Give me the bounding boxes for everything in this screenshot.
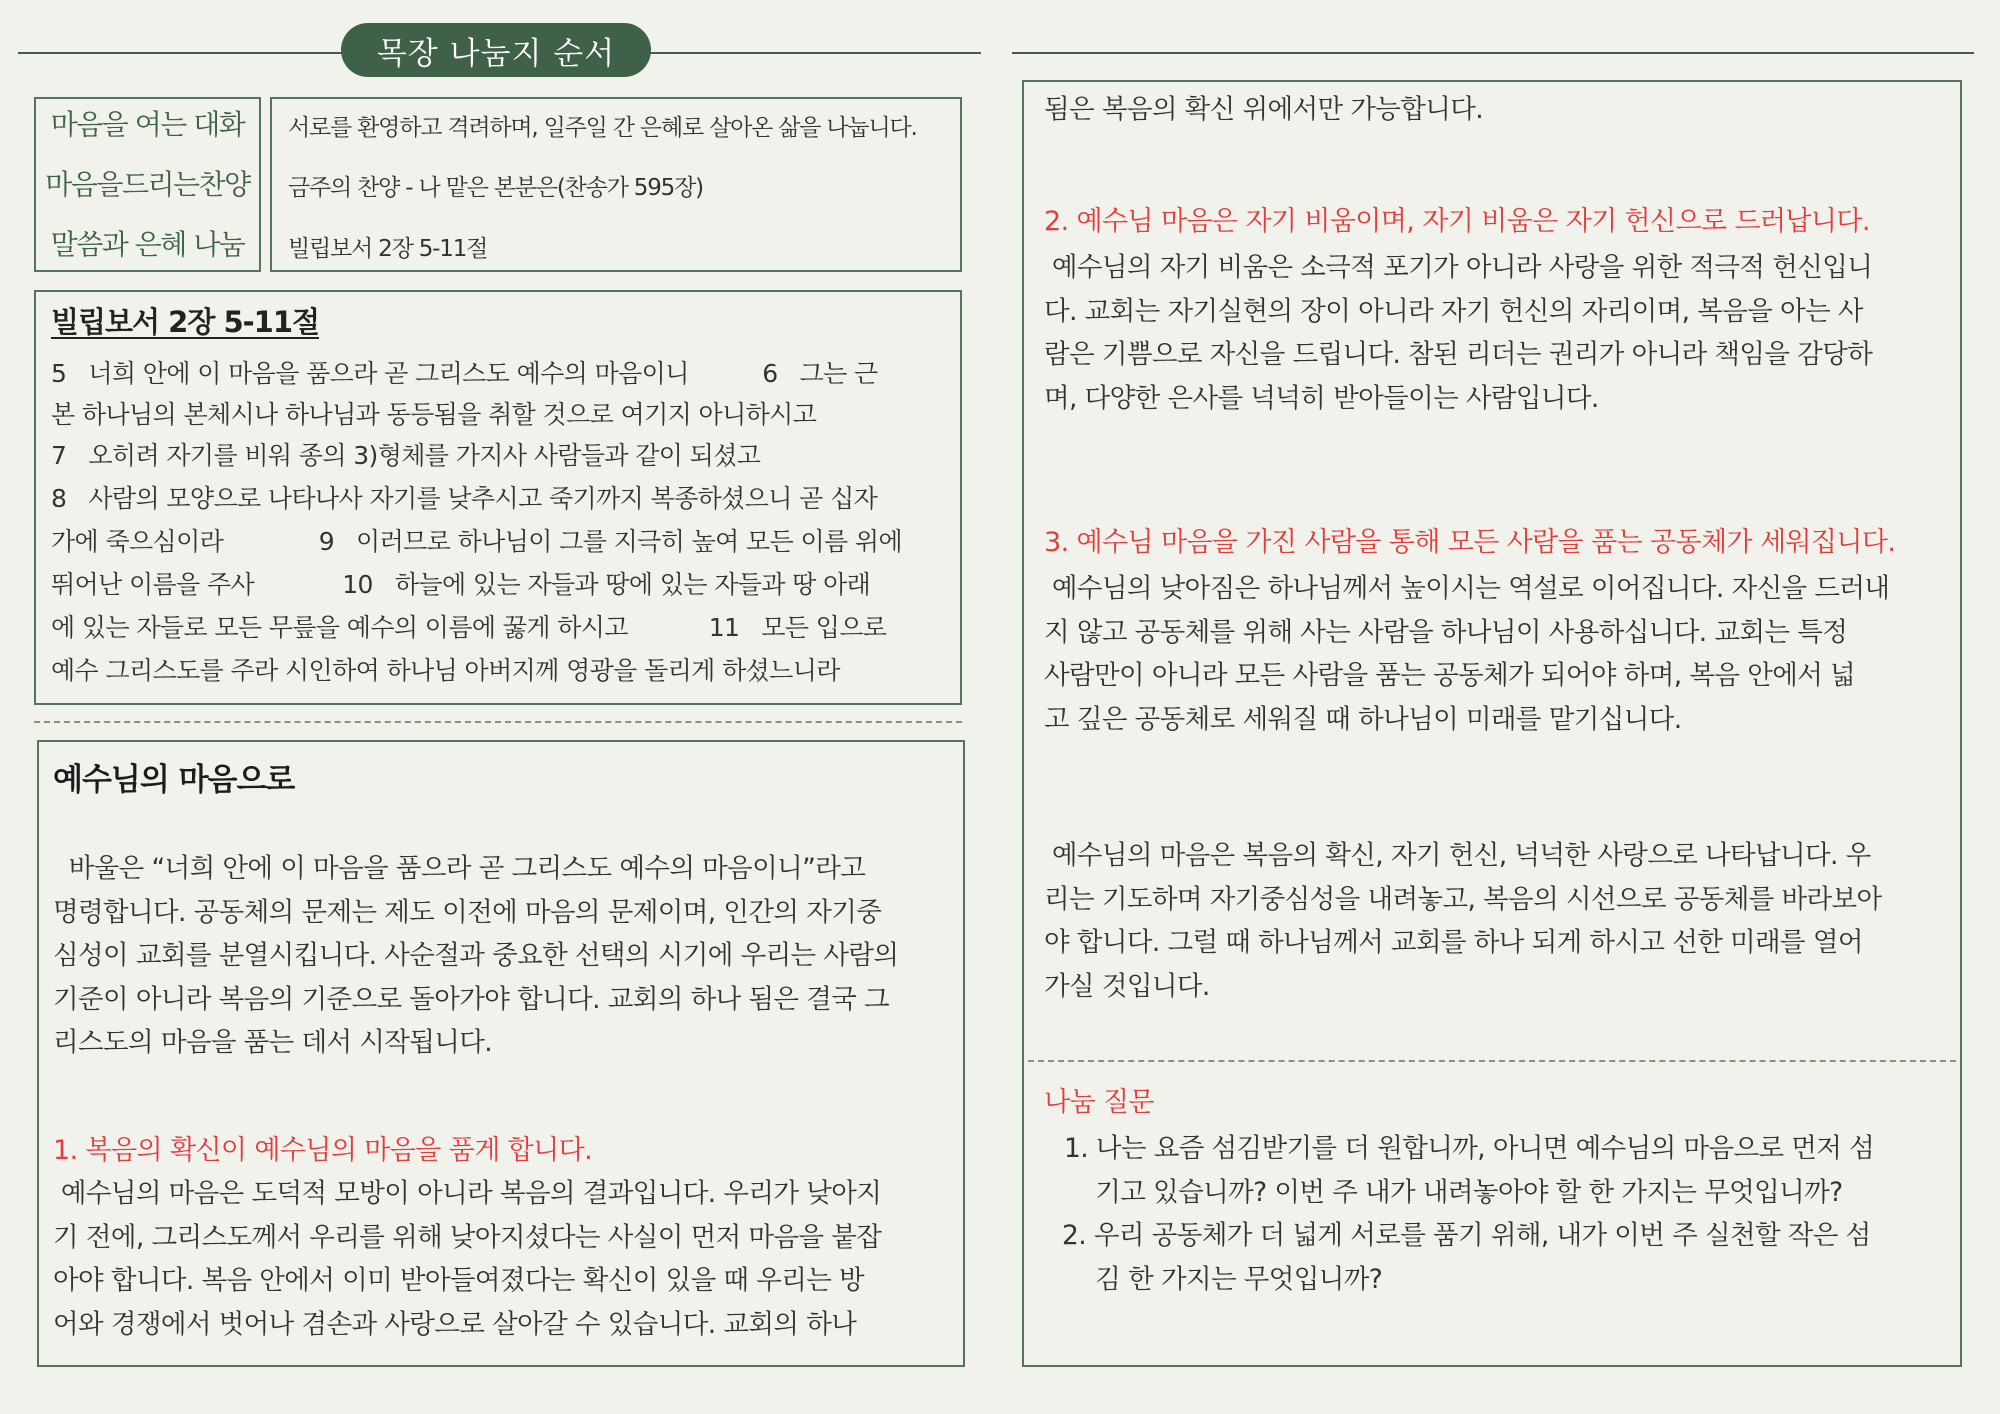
sermon-title: 예수님의 마음으로 [53,762,295,798]
point1-heading: 1. 복음의 확신이 예수님의 마음을 품게 합니다. [53,1135,593,1166]
sermon-conclusion [1044,834,1882,1008]
header-rule-mid [645,52,981,54]
question-item: 김 한 가지는 무엇입니까? [1064,1263,1383,1295]
sermon-box-right [1022,80,1962,1367]
text-line: 다. 교회는 자기실현의 장이 아니라 자기 헌신의 자리이며, 복음을 아는 사 [1044,295,1863,327]
scripture-line: 가에 죽으심이라 9 이러므로 하나님이 그를 지극히 높여 모든 이름 위에 [51,527,903,556]
text-line: 명령합니다. 공동체의 문제는 제도 이전에 마음의 문제이며, 인간의 자기중 [53,896,882,928]
text-line: 리스도의 마음을 품는 데서 시작됩니다. [53,1027,493,1058]
text-line: 바울은 “너희 안에 이 마음을 품으라 곧 그리스도 예수의 마음이니”라고 [53,853,866,884]
scripture-line: 8 사람의 모양으로 나타나사 자기를 낮추시고 죽기까지 복종하셨으니 곧 십자 [51,484,878,513]
scripture-line: 7 오히려 자기를 비워 종의 3)형체를 가지사 사람들과 같이 되셨고 [51,441,761,470]
order-desc-praise: 금주의 찬양 - 나 맡은 본분은(찬송가 595장) [288,175,703,201]
page-title: 목장 나눔지 순서 [341,23,651,77]
header-rule-left [18,52,348,54]
scripture-title: 빌립보서 2장 5-11절 [51,305,320,339]
sermon-intro [53,847,898,1065]
text-line: 며, 다양한 은사를 넉넉히 받아들이는 사람입니다. [1044,382,1599,414]
question-item: 1. 나는 요즘 섬김받기를 더 원합니까, 아니면 예수님의 마음으로 먼저 섬 [1064,1133,1875,1164]
header-rule-right [1012,52,1974,54]
order-labels-box [34,97,261,272]
text-line: 예수님의 마음은 도덕적 모방이 아니라 복음의 결과입니다. 우리가 낮아지 [53,1178,882,1209]
text-line: 어와 경쟁에서 벗어나 겸손과 사랑으로 살아갈 수 있습니다. 교회의 하나 [53,1308,857,1340]
questions-title: 나눔 질문 [1044,1087,1154,1118]
questions-list [1064,1127,1874,1301]
point1-body [53,1172,881,1346]
text-line: 예수님의 낮아짐은 하나님께서 높이시는 역설로 이어집니다. 자신을 드러내 [1044,573,1890,604]
scripture-line: 5 너희 안에 이 마음을 품으라 곧 그리스도 예수의 마음이니 6 그는 근 [51,359,878,388]
text-line: 됨은 복음의 확신 위에서만 가능합니다. [1044,94,1484,125]
point3-body [1044,567,1889,741]
question-item: 2. 우리 공동체가 더 넓게 서로를 품기 위해, 내가 이번 주 실천할 작은 섬 [1062,1220,1871,1251]
text-line: 지 않고 공동체를 위해 사는 사람을 하나님이 사용하십니다. 교회는 특정 [1044,616,1848,648]
text-line: 리는 기도하며 자기중심성을 내려놓고, 복음의 시선으로 공동체를 바라보아 [1044,883,1882,915]
text-line: 예수님의 마음은 복음의 확신, 자기 헌신, 넉넉한 사랑으로 나타납니다. 우 [1044,840,1871,871]
section-divider-left [34,721,962,723]
text-line: 람은 기쁨으로 자신을 드립니다. 참된 리더는 권리가 아니라 책임을 감당하 [1044,339,1873,370]
text-line: 아야 합니다. 복음 안에서 이미 받아들여졌다는 확신이 있을 때 우리는 방 [53,1265,865,1296]
point2-body [1044,246,1872,420]
scripture-line: 예수 그리스도를 주라 시인하여 하나님 아버지께 영광을 돌리게 하셨느니라 [51,656,840,685]
scripture-line: 본 하나님의 본체시나 하나님과 동등됨을 취할 것으로 여기지 아니하시고 [51,400,817,429]
section-divider-right [1028,1060,1956,1062]
text-line: 야 합니다. 그럴 때 하나님께서 교회를 하나 되게 하시고 선한 미래를 열어 [1044,927,1863,958]
text-line: 고 깊은 공동체로 세워질 때 하나님이 미래를 맡기십니다. [1044,703,1682,735]
order-label-word: 말씀과 은혜 나눔 [50,228,245,261]
text-line: 예수님의 자기 비움은 소극적 포기가 아니라 사랑을 위한 적극적 헌신입니 [1044,252,1873,283]
scripture-line: 에 있는 자들로 모든 무릎을 예수의 이름에 꿇게 하시고 11 모든 입으로 [51,613,887,642]
scripture-line: 뛰어난 이름을 주사 10 하늘에 있는 자들과 땅에 있는 자들과 땅 아래 [51,570,871,599]
scripture-box [34,290,962,705]
text-line: 기 전에, 그리스도께서 우리를 위해 낮아지셨다는 사실이 먼저 마음을 붙잡 [53,1221,882,1253]
text-line: 기준이 아니라 복음의 기준으로 돌아가야 합니다. 교회의 하나 됨은 결국 그 [53,983,890,1015]
point1-continued [1044,88,1483,132]
question-item: 기고 있습니까? 이번 주 내가 내려놓아야 할 한 가지는 무엇입니까? [1064,1176,1843,1208]
order-desc-conversation: 서로를 환영하고 격려하며, 일주일 간 은혜로 살아온 삶을 나눕니다. [288,115,917,141]
sermon-box-left [37,740,965,1367]
order-label-praise: 마음을드리는찬양 [45,168,250,201]
point3-heading: 3. 예수님 마음을 가진 사람을 통해 모든 사람을 품는 공동체가 세워집니다. [1044,527,1896,558]
point2-heading: 2. 예수님 마음은 자기 비움이며, 자기 비움은 자기 헌신으로 드러납니다. [1044,206,1870,237]
text-line: 사람만이 아니라 모든 사람을 품는 공동체가 되어야 하며, 복음 안에서 넓 [1044,660,1856,691]
order-desc-box [270,97,962,272]
order-label-conversation: 마음을 여는 대화 [50,108,245,141]
text-line: 가실 것입니다. [1044,970,1210,1002]
order-desc-word: 빌립보서 2장 5-11절 [288,236,488,262]
text-line: 심성이 교회를 분열시킵니다. 사순절과 중요한 선택의 시기에 우리는 사람의 [53,940,899,971]
